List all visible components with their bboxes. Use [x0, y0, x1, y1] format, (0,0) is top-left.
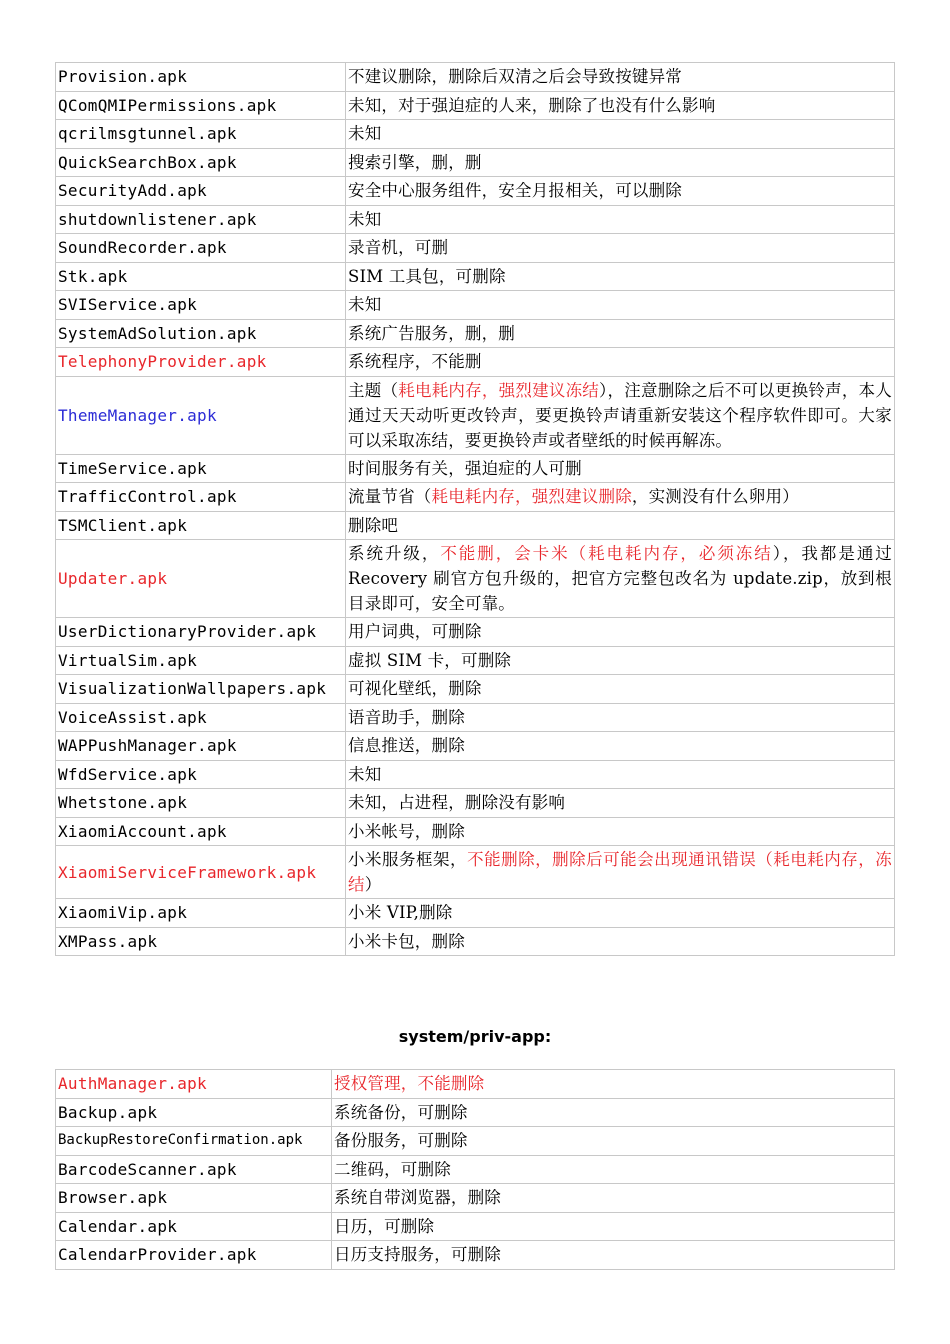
highlighted-text: 耗电耗内存，强烈建议删除: [431, 487, 632, 507]
highlighted-text: 不能删除，删除后可能会出现通讯错误（耗电耗内存，冻结: [348, 850, 893, 894]
table-row: [56, 675, 895, 704]
table-row: [56, 205, 895, 234]
table-row: [56, 1098, 895, 1127]
apk-name-cell: Calendar.apk: [56, 1212, 332, 1241]
apk-description-cell: [346, 618, 895, 647]
apk-description-cell: [346, 319, 895, 348]
description-text: 未知，对于强迫症的人来，删除了也没有什么影响: [348, 95, 716, 115]
apk-name-cell: WfdService.apk: [56, 760, 346, 789]
table-row: [56, 376, 895, 454]
apk-name-cell: TrafficControl.apk: [56, 483, 346, 512]
description-text: 系统自带浏览器，删除: [334, 1188, 501, 1208]
table-row: [56, 319, 895, 348]
apk-name-cell: SystemAdSolution.apk: [56, 319, 346, 348]
apk-description-cell: [346, 234, 895, 263]
apk-name-cell: XiaomiAccount.apk: [56, 817, 346, 846]
highlighted-text: 耗电耗内存，强烈建议冻结: [398, 380, 600, 400]
apk-name-cell: BarcodeScanner.apk: [56, 1155, 332, 1184]
apk-name-cell: SecurityAdd.apk: [56, 177, 346, 206]
description-text: 系统升级，: [348, 544, 441, 563]
apk-name-cell: QComQMIPermissions.apk: [56, 91, 346, 120]
description-text: 系统程序，不能删: [348, 352, 482, 372]
description-text: 语音助手，删除: [348, 707, 465, 727]
description-text: ）: [364, 875, 382, 894]
apk-name-cell: Provision.apk: [56, 63, 346, 92]
table-row: [56, 63, 895, 92]
table-row: [56, 703, 895, 732]
apk-table-priv-app: [55, 1069, 895, 1270]
table-row: [56, 1241, 895, 1270]
apk-description-cell: [346, 540, 895, 618]
description-text: 流量节省（: [348, 487, 432, 507]
apk-name-cell: qcrilmsgtunnel.apk: [56, 120, 346, 149]
apk-description-cell: [346, 63, 895, 92]
table-row: [56, 148, 895, 177]
apk-name-cell: VirtualSim.apk: [56, 646, 346, 675]
apk-description-cell: [346, 899, 895, 928]
description-text: 未知: [348, 124, 382, 144]
apk-description-cell: [332, 1127, 895, 1156]
apk-name-cell: Whetstone.apk: [56, 789, 346, 818]
description-text: ，实测没有什么卵用）: [631, 487, 799, 507]
apk-description-cell: [346, 675, 895, 704]
highlighted-text: 不能删，会卡米（耗电耗内存，必须冻结: [440, 544, 773, 563]
table-row: [56, 120, 895, 149]
description-text: 小米卡包，删除: [348, 931, 465, 951]
description-text: 小米帐号，删除: [348, 821, 465, 841]
apk-name-cell: XMPass.apk: [56, 927, 346, 956]
description-text: 信息推送，删除: [348, 736, 465, 756]
highlighted-text: 授权管理，不能删除: [334, 1074, 485, 1094]
description-text: 日历支持服务，可删除: [334, 1245, 501, 1265]
description-text: 备份服务，可删除: [334, 1131, 468, 1151]
description-text: 小米 VIP,删除: [348, 903, 453, 923]
apk-name-cell: Updater.apk: [56, 540, 346, 618]
apk-description-cell: [346, 91, 895, 120]
apk-description-cell: [346, 148, 895, 177]
apk-description-cell: [346, 291, 895, 320]
table-row: [56, 540, 895, 618]
table-row: [56, 817, 895, 846]
table-row: [56, 789, 895, 818]
description-text: ），注意删除之后不可以更换铃声，本人通过天天动听更改铃声，要更换铃声请重新安装这个程序软件即可。大家可以采取冻结，要更换铃声或者壁纸的时候再解冻。: [348, 380, 892, 450]
table-row: [56, 760, 895, 789]
description-text: 日历，可删除: [334, 1216, 435, 1236]
table-row: [56, 348, 895, 377]
apk-description-cell: [346, 348, 895, 377]
description-text: 主题（: [348, 380, 399, 400]
description-text: 二维码，可删除: [334, 1159, 451, 1179]
apk-name-cell: Browser.apk: [56, 1184, 332, 1213]
apk-description-cell: [346, 454, 895, 483]
table-row: [56, 1155, 895, 1184]
apk-description-cell: [346, 817, 895, 846]
table-row: [56, 91, 895, 120]
apk-table-body: [56, 63, 895, 956]
description-text: 可视化壁纸，删除: [348, 679, 482, 699]
description-text: ），我都是通过 Recovery 刷官方包升级的，把官方完整包改名为 update.zip，放到根目录即可，安全可靠。: [348, 544, 893, 613]
description-text: 虚拟 SIM 卡，可删除: [348, 650, 512, 670]
apk-description-cell: [346, 732, 895, 761]
apk-name-cell: XiaomiServiceFramework.apk: [56, 846, 346, 899]
apk-name-cell: shutdownlistener.apk: [56, 205, 346, 234]
apk-description-cell: [332, 1155, 895, 1184]
apk-description-cell: [332, 1070, 895, 1099]
description-text: 不建议删除，删除后双清之后会导致按键异常: [348, 67, 682, 87]
apk-description-cell: [346, 846, 895, 899]
apk-name-cell: ThemeManager.apk: [56, 376, 346, 454]
apk-description-cell: [332, 1098, 895, 1127]
table-row: [56, 177, 895, 206]
description-text: 安全中心服务组件，安全月报相关，可以删除: [348, 181, 682, 201]
apk-name-cell: QuickSearchBox.apk: [56, 148, 346, 177]
table-row: [56, 646, 895, 675]
table-row: [56, 846, 895, 899]
apk-description-cell: [346, 120, 895, 149]
description-text: 未知，占进程，删除没有影响: [348, 793, 566, 813]
apk-name-cell: CalendarProvider.apk: [56, 1241, 332, 1270]
description-text: 系统备份，可删除: [334, 1102, 468, 1122]
apk-table-body: [56, 1070, 895, 1270]
apk-name-cell: TimeService.apk: [56, 454, 346, 483]
apk-name-cell: WAPPushManager.apk: [56, 732, 346, 761]
table-row: [56, 234, 895, 263]
apk-name-cell: TSMClient.apk: [56, 511, 346, 540]
apk-name-cell: UserDictionaryProvider.apk: [56, 618, 346, 647]
apk-name-cell: TelephonyProvider.apk: [56, 348, 346, 377]
description-text: 小米服务框架，: [348, 850, 468, 869]
apk-name-cell: XiaomiVip.apk: [56, 899, 346, 928]
table-row: [56, 927, 895, 956]
table-row: [56, 618, 895, 647]
apk-name-cell: Stk.apk: [56, 262, 346, 291]
table-row: [56, 1127, 895, 1156]
apk-description-cell: [346, 376, 895, 454]
table-row: [56, 291, 895, 320]
table-row: [56, 1070, 895, 1099]
apk-description-cell: [346, 646, 895, 675]
table-row: [56, 732, 895, 761]
table-row: [56, 899, 895, 928]
description-text: 系统广告服务，删，删: [348, 323, 515, 343]
apk-description-cell: [332, 1212, 895, 1241]
table-row: [56, 454, 895, 483]
table-row: [56, 1184, 895, 1213]
description-text: 未知: [348, 295, 382, 315]
description-text: 未知: [348, 209, 382, 229]
description-text: 用户词典，可删除: [348, 622, 482, 642]
apk-description-cell: [346, 177, 895, 206]
apk-description-cell: [346, 703, 895, 732]
apk-description-cell: [346, 262, 895, 291]
apk-name-cell: SoundRecorder.apk: [56, 234, 346, 263]
apk-description-cell: [332, 1184, 895, 1213]
description-text: 搜索引擎，删，删: [348, 152, 482, 172]
apk-description-cell: [346, 927, 895, 956]
table-row: [56, 262, 895, 291]
table-row: [56, 483, 895, 512]
apk-name-cell: VisualizationWallpapers.apk: [56, 675, 346, 704]
description-text: 未知: [348, 764, 382, 784]
description-text: 录音机，可删: [348, 238, 449, 258]
apk-name-cell: Backup.apk: [56, 1098, 332, 1127]
apk-name-cell: BackupRestoreConfirmation.apk: [56, 1127, 332, 1156]
description-text: 删除吧: [348, 515, 399, 535]
apk-name-cell: VoiceAssist.apk: [56, 703, 346, 732]
apk-description-cell: [346, 789, 895, 818]
description-text: 时间服务有关，强迫症的人可删: [348, 458, 582, 478]
apk-description-cell: [346, 511, 895, 540]
apk-name-cell: SVIService.apk: [56, 291, 346, 320]
section-heading-priv-app: system/priv-app:: [398, 1027, 552, 1046]
apk-description-cell: [332, 1241, 895, 1270]
apk-table-system-app: [55, 62, 895, 956]
table-row: [56, 1212, 895, 1241]
apk-description-cell: [346, 205, 895, 234]
apk-description-cell: [346, 483, 895, 512]
apk-description-cell: [346, 760, 895, 789]
table-row: [56, 511, 895, 540]
apk-name-cell: AuthManager.apk: [56, 1070, 332, 1099]
description-text: SIM 工具包，可删除: [348, 266, 506, 286]
